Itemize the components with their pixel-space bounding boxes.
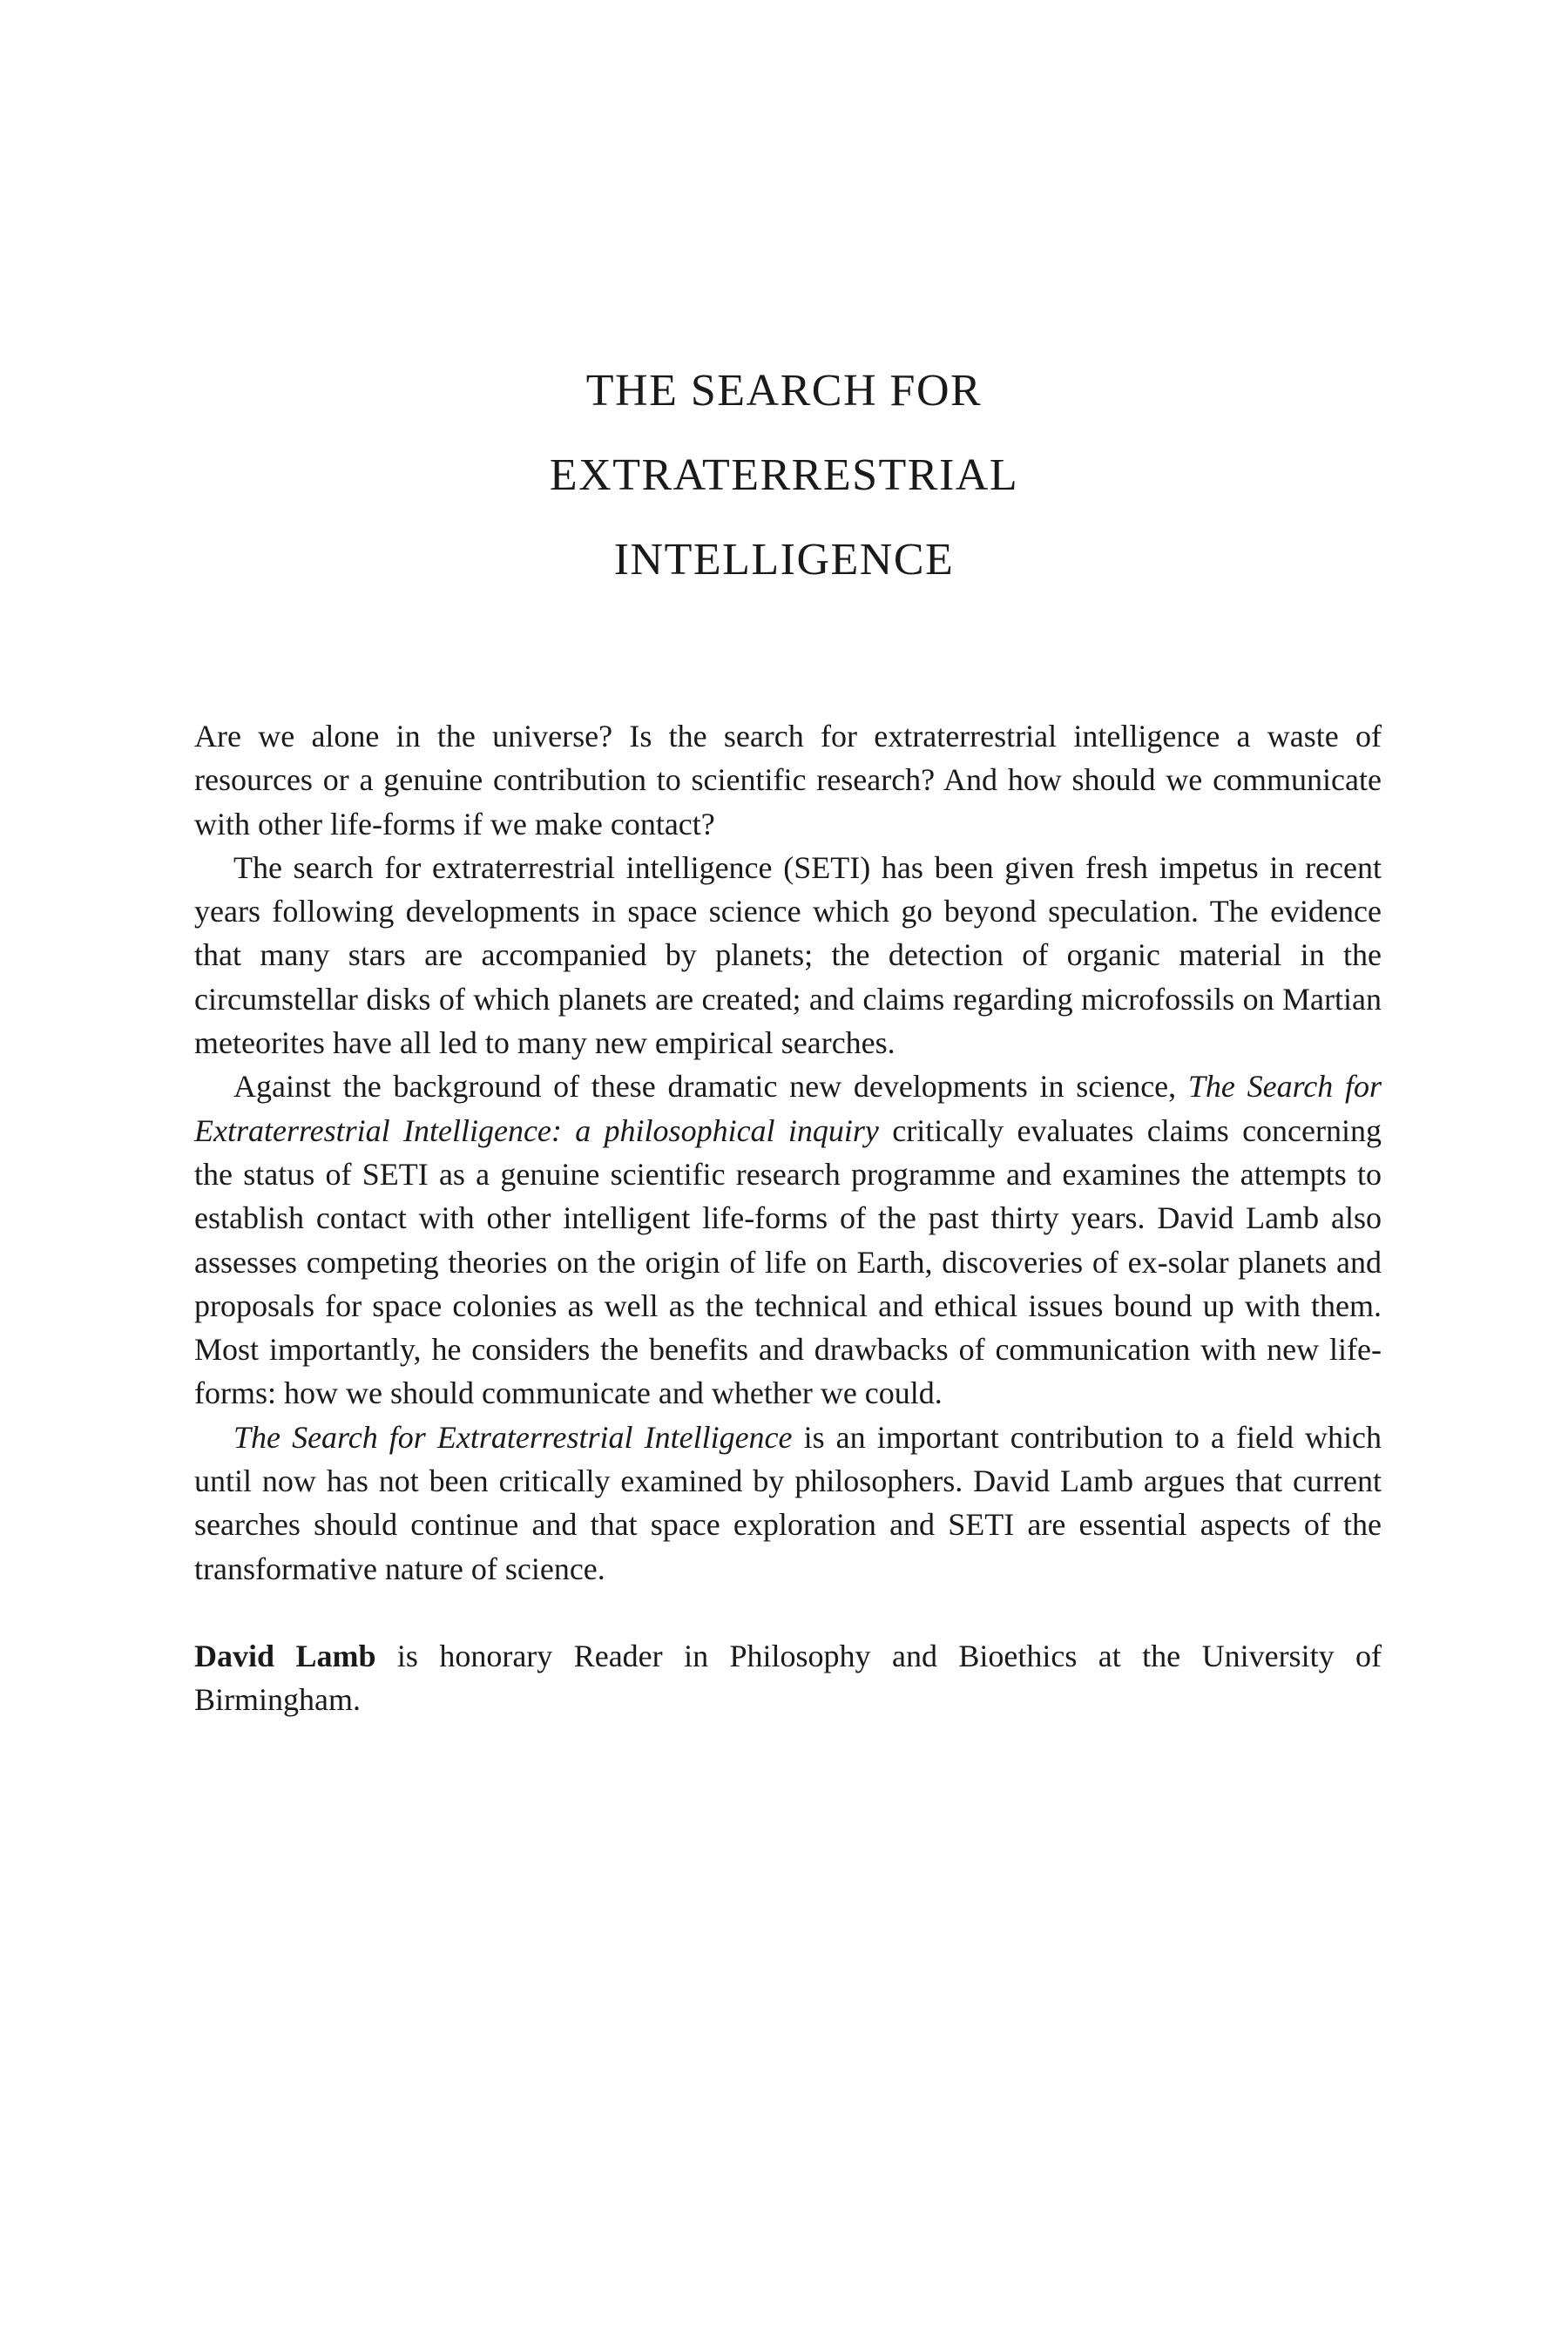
title-line-1: THE SEARCH FOR	[585, 366, 983, 416]
paragraph-3-rest: critically evaluates claims concerning the status of SETI as a genuine scientific research programme and examines the attempts to establish contact with other intelligent life-forms of the past thirty years. David Lamb also assesses competing theories on the origin of life on Earth, discoveries of ex-solar planets and proposals for space colonies as well as the technical and ethical issues bound up with them. Most importantly, he considers the benefits and drawbacks of communication with new life-forms: how we should communicate and whether we could.	[194, 1112, 1382, 1411]
blurb-text	[194, 714, 1382, 1754]
title-line-3: INTELLIGENCE	[613, 535, 955, 585]
paragraph-4-rest: is an important contribution to a field which until now has not been critically examined by philosophers. David Lamb argues that current searches should continue and that space exploration and SETI are essential aspects of the transformative nature of science.	[194, 1419, 1382, 1586]
paragraph-3-lead: Against the background of these dramatic new developments in science,	[233, 1069, 1188, 1105]
paragraph-1: Are we alone in the universe? Is the search for extraterrestrial intelligence a waste of resources or a genuine contribution to scientific research? And how should we communicate with other life-forms if we make contact?	[194, 719, 1382, 841]
paragraph-3	[194, 1064, 1382, 1415]
author-name: David Lamb	[194, 1638, 376, 1673]
title-line-2: EXTRATERRESTRIAL	[549, 450, 1019, 500]
paragraph-4	[194, 1416, 1382, 1591]
book-title-italic-short: The Search for Extraterrestrial Intelligence	[233, 1419, 793, 1455]
paragraph-2: The search for extraterrestrial intelligence (SETI) has been given fresh impetus in recent years following developments in space science which go beyond speculation. The evidence that many stars are accompanied by planets; the detection of organic material in the circumstellar disks of which planets are created; and claims regarding microfossils on Martian meteorites have all led to many new empirical searches.	[194, 849, 1382, 1061]
author-bio-text: is honorary Reader in Philosophy and Bioethics at the University of Birmingham.	[194, 1638, 1382, 1718]
author-bio	[194, 1634, 1382, 1722]
book-title-italic: The Search for Extraterrestrial Intelligence: a philosophical inquiry	[194, 1069, 1382, 1148]
book-title	[0, 348, 1568, 602]
